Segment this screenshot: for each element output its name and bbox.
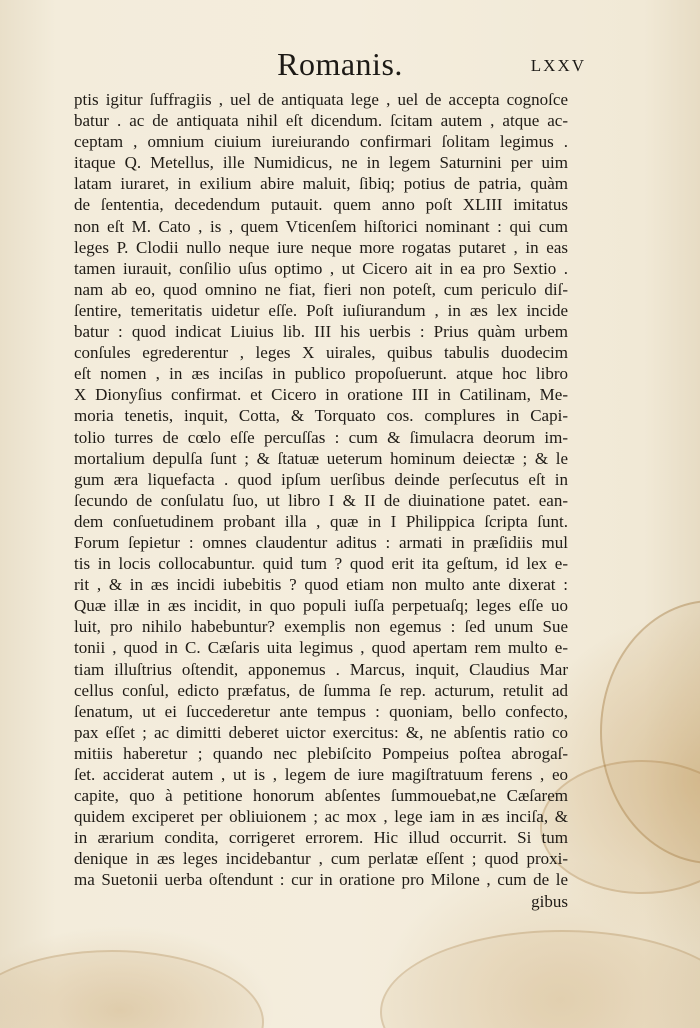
text-line: ſentire, temeritatis uidetur eſſe. Poſt iuſiurandum , in æs lex incide	[74, 300, 568, 320]
text-line: tonii , quod in C. Cæſaris uita legimus , quod apertam rem multo e-	[74, 638, 568, 658]
text-line: tolio turres de cœlo eſſe percuſſas : cum & ſimulacra deorum im-	[74, 427, 568, 447]
text-line: dem conſuetudinem probant illa , quæ in I Philippica ſcripta ſunt.	[74, 511, 568, 531]
text-line: eſt nomen , in æs inciſas in publico propoſuerunt. atque hoc libro	[74, 364, 568, 384]
running-head-title: Romanis.	[277, 46, 403, 82]
body-text	[74, 89, 568, 912]
text-line: mortalium depulſa ſunt ; & ſtatuæ ueterum hominum deiectæ ; & le	[74, 448, 568, 468]
text-line: ſenatum, ut ei ſuccederetur ante tempus : quoniam, bello confecto,	[74, 701, 568, 721]
text-line: luit, pro nihilo habebuntur? exemplis non egemus : ſed unum Sue	[74, 617, 568, 637]
water-stain	[0, 950, 264, 1028]
text-line: ſecundo de conſulatu ſuo, ut libro I & II de diuinatione patet. ean-	[74, 490, 568, 510]
text-line: batur . ac de antiquata nihil eſt dicendum. ſcitam autem , atque ac-	[74, 111, 568, 131]
text-line: in ærarium condita, corrigeret errorem. Hic illud occurrit. Si tum	[74, 828, 568, 848]
text-line: moria tenetis, inquit, Cotta, & Torquato cos. complures in Capi-	[74, 406, 568, 426]
text-line: X Dionyſius confirmat. et Cicero in oratione III in Catilinam, Me-	[74, 385, 568, 405]
text-line: nam ab eo, quod omnino ne fiat, fieri non poteſt, cum periculo diſ-	[74, 279, 568, 299]
text-line: leges P. Clodii nullo neque iure neque more rogatas putaret , in eas	[74, 237, 568, 257]
text-line: ſet. acciderat autem , ut is , legem de iure magiſtratuum ferens , eo	[74, 765, 568, 784]
text-line: cellus conſul, edicto præfatus, de ſumma ſe rep. acturum, retulit ad	[74, 680, 568, 700]
text-line: ceptam , omnium ciuium iureiurando confirmari ſolitam legimus .	[74, 132, 568, 152]
text-line: ma Suetonii uerba oſtendunt : cur in oratione pro Milone , cum de le	[74, 870, 568, 890]
text-line: conſules egrederentur , leges X uirales, quibus tabulis duodecim	[74, 343, 568, 363]
text-line: latam iuraret, in exilium abire maluit, ſibiq; potius de patria, quàm	[74, 174, 568, 194]
text-line: tis in locis collocabuntur. quid tum ? quod erit ita geſtum, id lex e-	[74, 554, 568, 574]
text-line: quidem exciperet per obliuionem ; ac mox , lege iam in æs inciſa, &	[74, 807, 568, 827]
text-line: Quæ illæ in æs incidit, in quo populi iuſſa perpetuaſq; leges eſſe uo	[74, 596, 568, 616]
text-line: ptis igitur ſuffragiis , uel de antiquata lege , uel de accepta cognoſce	[74, 90, 568, 109]
text-line: non eſt M. Cato , is , quem Vticenſem hiſtorici nominant : qui cum	[74, 216, 568, 236]
text-line: de ſententia, decedendum putauit. quem anno poſt XLIII imitatus	[74, 195, 568, 215]
text-line: gibus	[531, 891, 568, 911]
text-line: rit , & in æs incidi iubebitis ? quod etiam non multo ante dixerat :	[74, 575, 568, 595]
text-line: denique in æs leges incidebantur , cum perlatæ eſſent ; quod proxi-	[74, 849, 568, 869]
text-line: gum æra liquefacta . quod ipſum uerſibus deinde perſecutus eſt in	[74, 469, 568, 489]
water-stain	[380, 930, 700, 1028]
text-line: capite, quo à petitione honorum abſentes ſummouebat,ne Cæſarem	[74, 786, 568, 806]
text-line: Forum ſepietur : omnes claudentur aditus : armati in præſidiis mul	[74, 532, 568, 552]
text-line: mitiis haberetur ; quando nec plebiſcito Pompeius poſtea abrogaſ-	[74, 743, 568, 763]
text-line: pax eſſet ; ac dimitti deberet uictor exercitus: &, ne abſentis ratio co	[74, 722, 568, 742]
text-line: batur : quod indicat Liuius lib. III his uerbis : Prius quàm urbem	[74, 322, 568, 342]
page-folio: LXXV	[530, 56, 586, 75]
text-line: tamen iurauit, conſilio uſus optimo , ut Cicero ait in ea pro Sextio .	[74, 258, 568, 278]
text-line: itaque Q. Metellus, ille Numidicus, ne in legem Saturnini per uim	[74, 153, 568, 173]
text-line: tiam illuſtrius oſtendit, apponemus . Marcus, inquit, Claudius Mar	[74, 659, 568, 679]
